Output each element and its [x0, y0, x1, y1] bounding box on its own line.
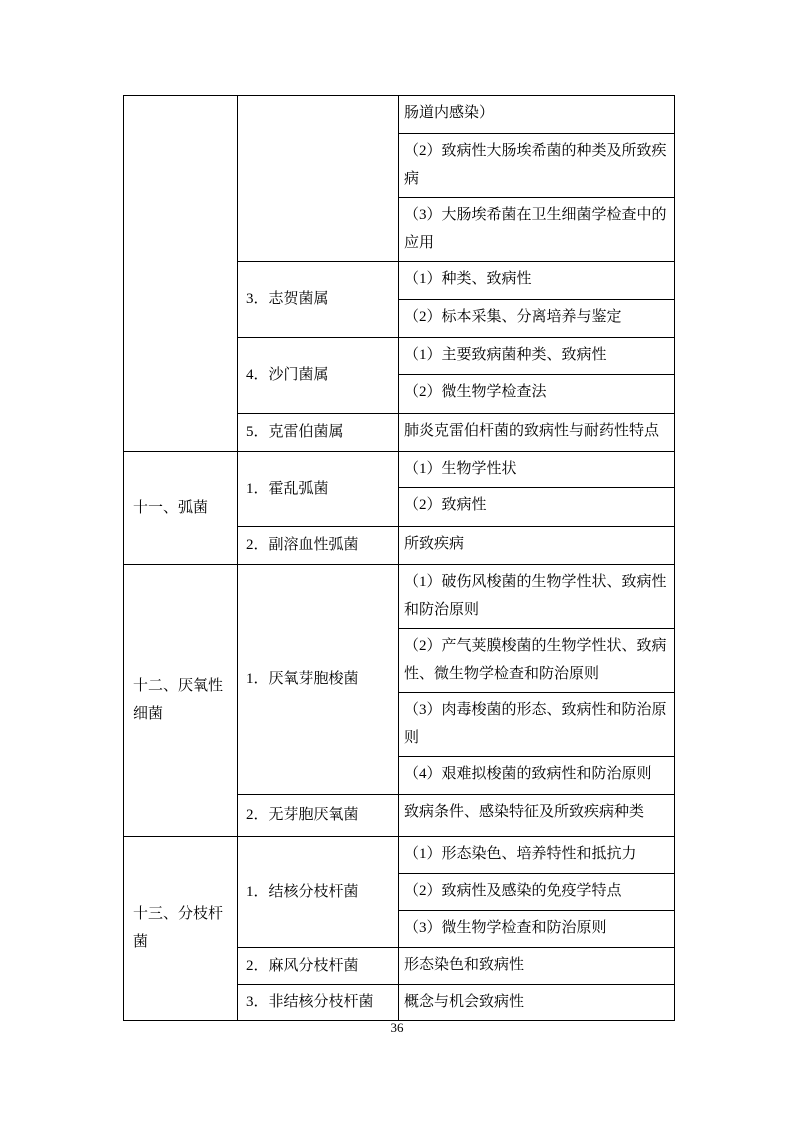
point-cell: （2）致病性大肠埃希菌的种类及所致疾病 — [399, 134, 675, 198]
chapter-cell: 十三、分枝杆菌 — [124, 837, 238, 1021]
point-cell: 概念与机会致病性 — [399, 985, 675, 1021]
point-cell: （3）肉毒梭菌的形态、致病性和防治原则 — [399, 693, 675, 757]
page-number: 36 — [390, 1020, 404, 1035]
point-cell: （1）生物学性状 — [399, 452, 675, 488]
point-cell: （2）致病性 — [399, 488, 675, 527]
point-cell: 致病条件、感染特征及所致疾病种类 — [399, 795, 675, 837]
point-cell: 肠道内感染） — [399, 96, 675, 134]
point-cell: 肺炎克雷伯杆菌的致病性与耐药性特点 — [399, 414, 675, 452]
point-cell: （1）种类、致病性 — [399, 262, 675, 300]
topic-cell — [238, 96, 399, 262]
topic-cell: 5．克雷伯菌属 — [238, 414, 399, 452]
point-cell: （2）微生物学检查法 — [399, 375, 675, 414]
point-cell: （4）艰难拟梭菌的致病性和防治原则 — [399, 757, 675, 795]
point-cell: （1）破伤风梭菌的生物学性状、致病性和防治原则 — [399, 565, 675, 629]
topic-cell: 1．结核分枝杆菌 — [238, 837, 399, 948]
point-cell: （2）产气荚膜梭菌的生物学性状、致病性、微生物学检查和防治原则 — [399, 629, 675, 693]
point-cell: （3）大肠埃希菌在卫生细菌学检查中的应用 — [399, 198, 675, 262]
point-cell: （1）形态染色、培养特性和抵抗力 — [399, 837, 675, 874]
point-cell: 形态染色和致病性 — [399, 948, 675, 985]
point-cell: （1）主要致病菌种类、致病性 — [399, 338, 675, 375]
topic-cell: 3．非结核分枝杆菌 — [238, 985, 399, 1021]
syllabus-table — [123, 95, 675, 1021]
point-cell: （2）致病性及感染的免疫学特点 — [399, 874, 675, 911]
topic-cell: 1．霍乱弧菌 — [238, 452, 399, 527]
topic-cell: 2．无芽胞厌氧菌 — [238, 795, 399, 837]
chapter-cell: 十二、厌氧性细菌 — [124, 565, 238, 837]
topic-cell: 3．志贺菌属 — [238, 262, 399, 338]
topic-cell: 4．沙门菌属 — [238, 338, 399, 414]
chapter-cell — [124, 96, 238, 452]
chapter-cell: 十一、弧菌 — [124, 452, 238, 565]
point-cell: （3）微生物学检查和防治原则 — [399, 911, 675, 948]
point-cell: （2）标本采集、分离培养与鉴定 — [399, 300, 675, 338]
topic-cell: 1．厌氧芽胞梭菌 — [238, 565, 399, 795]
topic-cell: 2．麻风分枝杆菌 — [238, 948, 399, 985]
point-cell: 所致疾病 — [399, 527, 675, 565]
topic-cell: 2．副溶血性弧菌 — [238, 527, 399, 565]
